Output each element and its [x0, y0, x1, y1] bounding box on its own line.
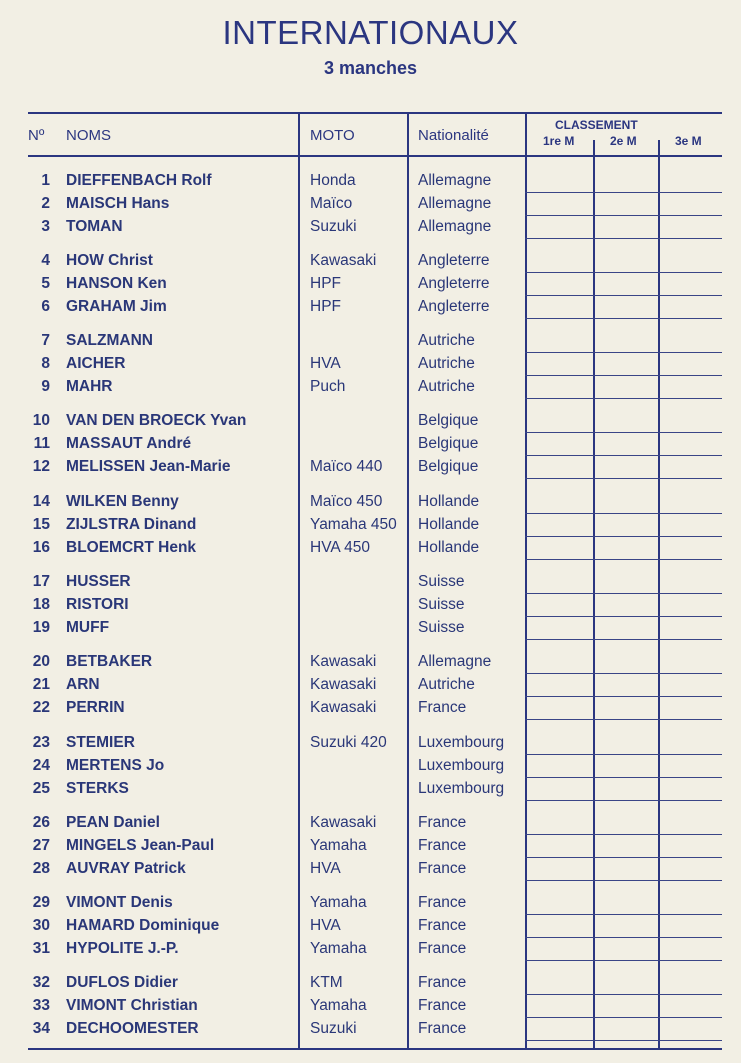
- table-row: [0, 434, 741, 457]
- rider-nationality: Angleterre: [418, 252, 490, 269]
- table-row: [0, 836, 741, 859]
- rider-number: 28: [32, 860, 50, 877]
- rider-moto: HVA: [310, 355, 341, 372]
- ranking-entry-line: [525, 880, 722, 881]
- rider-name: MAISCH Hans: [66, 195, 170, 212]
- ranking-entry-line: [525, 295, 722, 296]
- rider-name: HUSSER: [66, 573, 131, 590]
- ranking-entry-line: [525, 616, 722, 617]
- rider-name: WILKEN Benny: [66, 493, 179, 510]
- rider-moto: Suzuki: [310, 218, 357, 235]
- rider-number: 20: [32, 653, 50, 670]
- rider-number: 33: [32, 997, 50, 1014]
- table-row: [0, 251, 741, 274]
- rider-number: 3: [41, 218, 50, 235]
- rider-name: DECHOOMESTER: [66, 1020, 199, 1037]
- table-row: [0, 411, 741, 434]
- rider-moto: KTM: [310, 974, 343, 991]
- ranking-entry-line: [525, 937, 722, 938]
- table-row: [0, 618, 741, 641]
- rider-name: HAMARD Dominique: [66, 917, 220, 934]
- table-row: [0, 1019, 741, 1042]
- page-subtitle: 3 manches: [323, 58, 418, 78]
- ranking-entry-line: [525, 800, 722, 801]
- rider-moto: Yamaha: [310, 940, 367, 957]
- ranking-entry-line: [525, 478, 722, 479]
- rider-number: 5: [41, 275, 50, 292]
- table-row: [0, 859, 741, 882]
- rider-moto: Yamaha 450: [310, 516, 397, 533]
- rider-nationality: Suisse: [418, 619, 465, 636]
- rider-nationality: Allemagne: [418, 172, 492, 189]
- rider-name: DIEFFENBACH Rolf: [66, 172, 212, 189]
- ranking-entry-line: [525, 593, 722, 594]
- rider-number: 8: [41, 355, 50, 372]
- rider-name: DUFLOS Didier: [66, 974, 178, 991]
- rider-moto: Yamaha: [310, 997, 367, 1014]
- table-row: [0, 515, 741, 538]
- rider-number: 12: [32, 458, 50, 475]
- rider-number: 24: [32, 757, 50, 774]
- rider-nationality: Suisse: [418, 573, 465, 590]
- table-row: [0, 939, 741, 962]
- header-ranking: CLASSEMENT: [555, 118, 638, 132]
- ranking-entry-line: [525, 834, 722, 835]
- table-header-rule: [28, 155, 722, 157]
- rider-moto: Kawasaki: [310, 676, 377, 693]
- table-row: [0, 996, 741, 1019]
- rider-nationality: France: [418, 699, 467, 716]
- rider-name: PERRIN: [66, 699, 125, 716]
- ranking-entry-line: [525, 673, 722, 674]
- rider-moto: Suzuki 420: [310, 734, 387, 751]
- rider-number: 11: [33, 435, 50, 452]
- rider-name: MASSAUT André: [66, 435, 192, 452]
- ranking-entry-line: [525, 1040, 722, 1041]
- rider-moto: Kawasaki: [310, 653, 377, 670]
- rider-nationality: Luxembourg: [418, 734, 505, 751]
- table-row: [0, 893, 741, 916]
- header-nationality: Nationalité: [418, 127, 489, 144]
- table-row: [0, 171, 741, 194]
- table-row: [0, 595, 741, 618]
- rider-name: VIMONT Christian: [66, 997, 198, 1014]
- rider-name: TOMAN: [66, 218, 123, 235]
- rider-moto: Kawasaki: [310, 699, 377, 716]
- ranking-entry-line: [525, 455, 722, 456]
- rider-name: MERTENS Jo: [66, 757, 165, 774]
- rider-number: 9: [41, 378, 50, 395]
- table-row: [0, 675, 741, 698]
- rider-nationality: France: [418, 940, 467, 957]
- table-row: [0, 813, 741, 836]
- ranking-entry-line: [525, 192, 722, 193]
- rider-name: GRAHAM Jim: [66, 298, 167, 315]
- rider-number: 30: [32, 917, 50, 934]
- ranking-entry-line: [525, 536, 722, 537]
- rider-nationality: France: [418, 814, 467, 831]
- ranking-entry-line: [525, 914, 722, 915]
- ranking-entry-line: [525, 559, 722, 560]
- table-row: [0, 194, 741, 217]
- rider-moto: Yamaha: [310, 837, 367, 854]
- rider-nationality: Angleterre: [418, 275, 490, 292]
- ranking-entry-line: [525, 696, 722, 697]
- rider-nationality: Belgique: [418, 458, 479, 475]
- ranking-entry-line: [525, 238, 722, 239]
- rider-number: 17: [32, 573, 50, 590]
- ranking-entry-line: [525, 1017, 722, 1018]
- header-heat-3: 3e M: [675, 134, 702, 148]
- table-row: [0, 652, 741, 675]
- ranking-entry-line: [525, 318, 722, 319]
- rider-name: HYPOLITE J.-P.: [66, 940, 179, 957]
- ranking-entry-line: [525, 352, 722, 353]
- rider-nationality: France: [418, 917, 467, 934]
- ranking-entry-line: [525, 777, 722, 778]
- rider-name: AUVRAY Patrick: [66, 860, 186, 877]
- rider-number: 7: [41, 332, 50, 349]
- header-moto: MOTO: [310, 127, 355, 144]
- rider-nationality: Hollande: [418, 493, 480, 510]
- table-row: [0, 217, 741, 240]
- rider-number: 21: [32, 676, 50, 693]
- rider-number: 29: [32, 894, 50, 911]
- rider-nationality: Belgique: [418, 412, 479, 429]
- rider-number: 25: [32, 780, 50, 797]
- rider-nationality: Angleterre: [418, 298, 490, 315]
- rider-nationality: France: [418, 837, 467, 854]
- rider-name: MELISSEN Jean-Marie: [66, 458, 231, 475]
- ranking-entry-line: [525, 960, 722, 961]
- rider-nationality: France: [418, 974, 467, 991]
- rider-nationality: Allemagne: [418, 218, 492, 235]
- ranking-entry-line: [525, 994, 722, 995]
- rider-moto: HVA: [310, 917, 341, 934]
- rider-number: 1: [41, 172, 50, 189]
- rider-number: 22: [32, 699, 50, 716]
- table-row: [0, 973, 741, 996]
- rider-number: 32: [32, 974, 50, 991]
- rider-name: HOW Christ: [66, 252, 153, 269]
- rider-number: 10: [32, 412, 50, 429]
- table-row: [0, 698, 741, 721]
- table-row: [0, 377, 741, 400]
- rider-nationality: Autriche: [418, 676, 475, 693]
- rider-nationality: France: [418, 1020, 467, 1037]
- rider-nationality: Autriche: [418, 355, 475, 372]
- table-row: [0, 756, 741, 779]
- rider-name: MUFF: [66, 619, 110, 636]
- rider-nationality: Allemagne: [418, 653, 492, 670]
- header-names: NOMS: [66, 127, 111, 144]
- rider-name: ARN: [66, 676, 100, 693]
- ranking-entry-line: [525, 719, 722, 720]
- rider-number: 16: [32, 539, 50, 556]
- rider-moto: Suzuki: [310, 1020, 357, 1037]
- rider-number: 26: [32, 814, 50, 831]
- rider-nationality: Luxembourg: [418, 780, 505, 797]
- rider-moto: Maïco: [310, 195, 353, 212]
- rider-name: STERKS: [66, 780, 129, 797]
- rider-nationality: Hollande: [418, 516, 480, 533]
- rider-nationality: France: [418, 997, 467, 1014]
- rider-moto: HVA 450: [310, 539, 371, 556]
- rider-number: 23: [32, 734, 50, 751]
- rider-moto: Puch: [310, 378, 346, 395]
- table-row: [0, 916, 741, 939]
- ranking-entry-line: [525, 272, 722, 273]
- rider-number: 4: [41, 252, 50, 269]
- table-row: [0, 572, 741, 595]
- rider-name: STEMIER: [66, 734, 135, 751]
- rider-moto: Yamaha: [310, 894, 367, 911]
- rider-moto: Honda: [310, 172, 356, 189]
- table-row: [0, 538, 741, 561]
- rider-nationality: Autriche: [418, 378, 475, 395]
- rider-moto: HPF: [310, 275, 341, 292]
- rider-number: 31: [32, 940, 50, 957]
- rider-name: HANSON Ken: [66, 275, 167, 292]
- rider-moto: HPF: [310, 298, 341, 315]
- ranking-entry-line: [525, 398, 722, 399]
- table-row: [0, 457, 741, 480]
- rider-number: 34: [32, 1020, 50, 1037]
- rider-number: 15: [32, 516, 50, 533]
- rider-nationality: Suisse: [418, 596, 465, 613]
- table-row: [0, 297, 741, 320]
- header-heat-2: 2e M: [610, 134, 637, 148]
- rider-nationality: Allemagne: [418, 195, 492, 212]
- rider-nationality: France: [418, 860, 467, 877]
- rider-name: SALZMANN: [66, 332, 153, 349]
- ranking-entry-line: [525, 375, 722, 376]
- rider-number: 19: [32, 619, 50, 636]
- rider-number: 2: [41, 195, 50, 212]
- rider-number: 27: [32, 837, 50, 854]
- rider-moto: Kawasaki: [310, 252, 377, 269]
- ranking-entry-line: [525, 432, 722, 433]
- rider-moto: HVA: [310, 860, 341, 877]
- header-num: Nº: [28, 127, 45, 144]
- page-title: INTERNATIONAUX: [222, 14, 519, 51]
- rider-moto: Maïco 450: [310, 493, 383, 510]
- ranking-entry-line: [525, 215, 722, 216]
- rider-name: VIMONT Denis: [66, 894, 173, 911]
- table-top-rule: [28, 112, 722, 114]
- rider-name: BETBAKER: [66, 653, 153, 670]
- table-row: [0, 779, 741, 802]
- rider-name: PEAN Daniel: [66, 814, 160, 831]
- rider-moto: Maïco 440: [310, 458, 383, 475]
- rider-name: MINGELS Jean-Paul: [66, 837, 215, 854]
- rider-nationality: Autriche: [418, 332, 475, 349]
- ranking-entry-line: [525, 639, 722, 640]
- rider-name: BLOEMCRT Henk: [66, 539, 197, 556]
- table-row: [0, 354, 741, 377]
- rider-nationality: Luxembourg: [418, 757, 505, 774]
- rider-number: 14: [32, 493, 50, 510]
- rider-name: AICHER: [66, 355, 126, 372]
- rider-name: MAHR: [66, 378, 113, 395]
- rider-number: 18: [32, 596, 50, 613]
- table-bottom-rule: [28, 1048, 722, 1050]
- rider-name: RISTORI: [66, 596, 129, 613]
- table-row: [0, 331, 741, 354]
- rider-name: ZIJLSTRA Dinand: [66, 516, 197, 533]
- table-row: [0, 733, 741, 756]
- rider-nationality: France: [418, 894, 467, 911]
- table-row: [0, 274, 741, 297]
- ranking-entry-line: [525, 513, 722, 514]
- header-heat-1: 1re M: [543, 134, 575, 148]
- rider-name: VAN DEN BROECK Yvan: [66, 412, 247, 429]
- rider-nationality: Hollande: [418, 539, 480, 556]
- ranking-entry-line: [525, 857, 722, 858]
- table-row: [0, 492, 741, 515]
- rider-nationality: Belgique: [418, 435, 479, 452]
- rider-moto: Kawasaki: [310, 814, 377, 831]
- ranking-entry-line: [525, 754, 722, 755]
- rider-number: 6: [41, 298, 50, 315]
